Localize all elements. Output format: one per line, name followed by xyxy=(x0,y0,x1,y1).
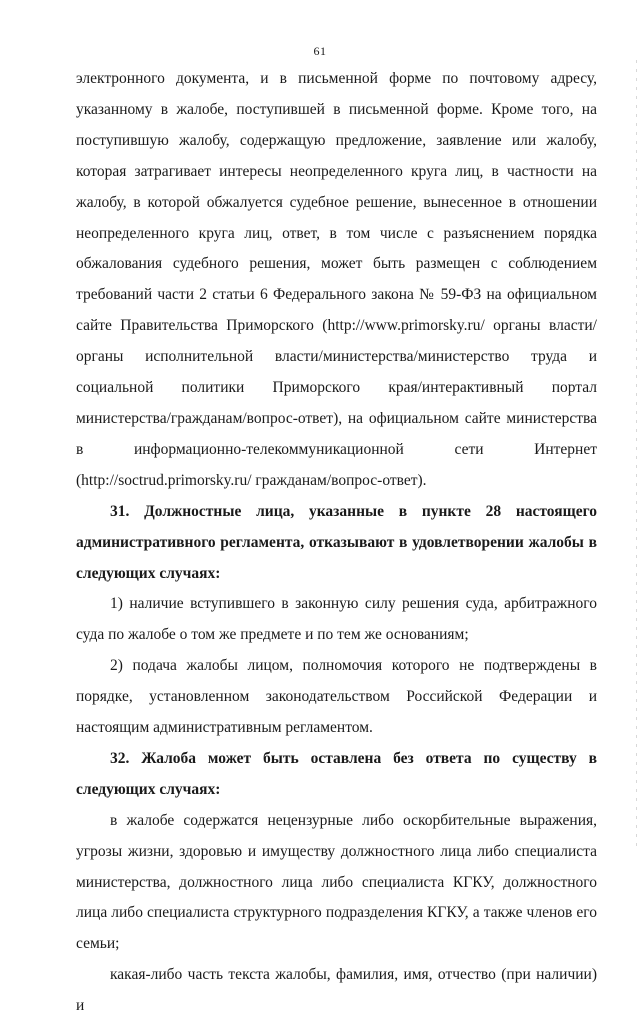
document-body xyxy=(76,64,597,1022)
paragraph-complaint-response: электронного документа, и в письменной форме по почтовому адресу, указанному в жалобе, поступившей в письменной форме. Кроме того, на поступившую жалобу, содержащую предложение, заявление или жалобу, которая затрагивает интересы неопределенного круга лиц, в частности на жалобу, в которой обжалуется судебное решение, вынесенное в отношении неопределенного круга лиц, ответ, в том числе с разъяснением порядка обжалования судебного решения, может быть размещен с соблюдением требований части 2 статьи 6 Федерального закона № 59-ФЗ на официальном сайте Правительства Приморского (http://www.primorsky.ru/ органы власти/органы исполнительной власти/министерства/министерство труда и социальной политики Приморского края/интерактивный портал министерства/гражданам/вопрос-ответ), на официальном сайте министерства в информационно-телекоммуникационной сети Интернет (http://soctrud.primorsky.ru/ гражданам/вопрос-ответ). xyxy=(76,70,597,489)
section-31-heading: 31. Должностные лица, указанные в пункте 28 настоящего административного регламента, отказывают в удовлетворении жалобы в следующих случаях: xyxy=(76,502,597,582)
section-32-item-1: в жалобе содержатся нецензурные либо оскорбительные выражения, угрозы жизни, здоровью и имуществу должностного лица либо специалиста министерства, должностного лица либо специалиста КГКУ, должностного лица либо специалиста структурного подразделения КГКУ, а также членов его семьи; xyxy=(76,811,597,953)
section-32-item-2: какая-либо часть текста жалобы, фамилия, имя, отчество (при наличии) и xyxy=(76,966,597,1015)
section-31-item-2: 2) подача жалобы лицом, полномочия которого не подтверждены в порядке, установленном законодательством Российской Федерации и настоящим административным регламентом. xyxy=(76,657,597,737)
section-31-item-1: 1) наличие вступившего в законную силу решения суда, арбитражного суда по жалобе о том же предмете и по тем же основаниям; xyxy=(76,595,597,644)
page-number: 61 xyxy=(313,44,327,58)
scan-edge-artifact xyxy=(636,60,637,850)
section-32-heading: 32. Жалоба может быть оставлена без ответа по существу в следующих случаях: xyxy=(76,749,597,798)
